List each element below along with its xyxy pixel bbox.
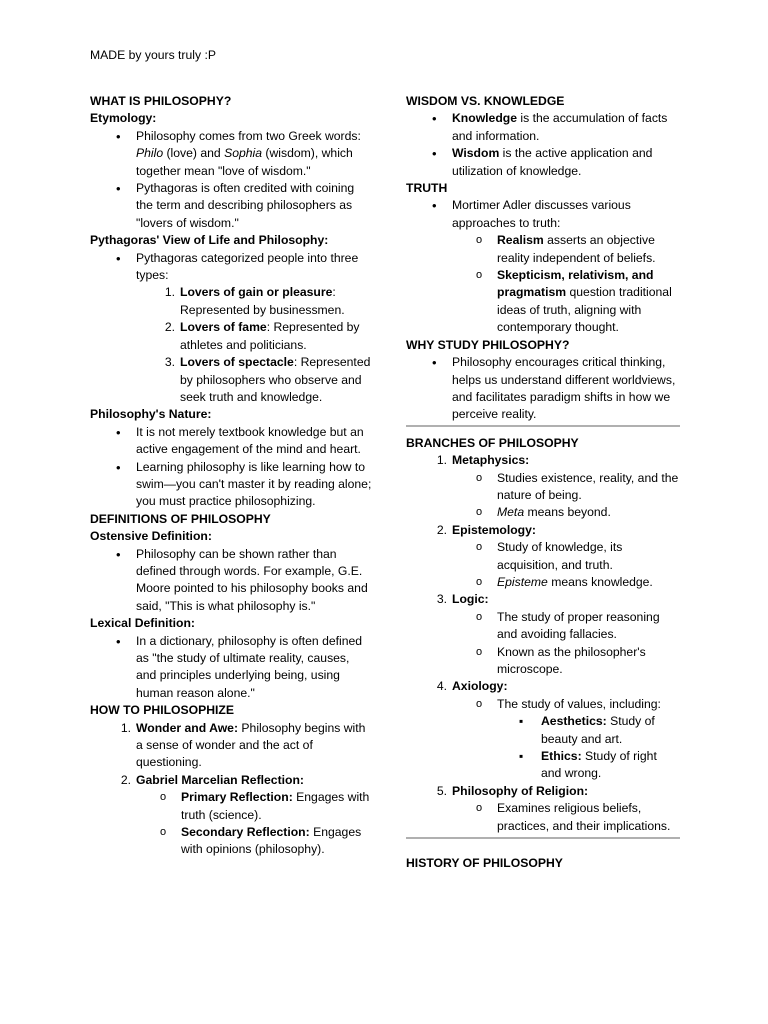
list-item: • Knowledge is the accumulation of facts and information. [406,110,680,145]
section-divider [406,425,680,427]
left-column [90,93,372,859]
list-item: • Philosophy comes from two Greek words: Philo (love) and Sophia (wisdom), which together mean "love of wisdom." [90,128,372,180]
three-types-list [90,284,372,406]
list-item: • Pythagoras categorized people into three types: [90,250,372,285]
etymology-list [90,128,372,232]
list-item: ▪ Ethics: Study of right and wrong. [406,748,680,783]
list-item: o Episteme means knowledge. [406,574,680,591]
list-item: • Philosophy can be shown rather than defined through words. For example, G.E. Moore pointed to his philosophy books and said, "This is what philosophy is." [90,546,372,616]
how-to-list [90,720,372,790]
pythagoras-list [90,250,372,285]
lexical-list [90,633,372,703]
list-item: 4. Axiology: o The study of values, including: ▪ Aesthetics: Study of beauty and art. ▪ Ethics: Study of right and wrong. [406,678,680,782]
list-item: o Studies existence, reality, and the nature of being. [406,470,680,505]
list-item: o Examines religious beliefs, practices, and their implications. [406,800,680,835]
list-item: o The study of values, including: [406,696,680,713]
heading-branches: BRANCHES OF PHILOSOPHY [406,435,579,450]
right-column [406,93,680,872]
document-header: MADE by yours truly :P [90,48,216,62]
heading-truth: TRUTH [406,181,448,196]
heading-definitions: DEFINITIONS OF PHILOSOPHY [90,511,271,526]
subheading-lexical: Lexical Definition: [90,616,195,631]
list-item: o The study of proper reasoning and avoiding fallacies. [406,609,680,644]
list-item: ▪ Aesthetics: Study of beauty and art. [406,713,680,748]
list-item: o Meta means beyond. [406,504,680,521]
subheading-etymology: Etymology: [90,111,157,126]
list-item: o Study of knowledge, its acquisition, and truth. [406,539,680,574]
heading-history: HISTORY OF PHILOSOPHY [406,856,563,871]
list-item: 3. Logic: o The study of proper reasoning and avoiding fallacies. o Known as the philosopher's microscope. [406,591,680,678]
list-item: • Philosophy encourages critical thinking, helps us understand different worldviews, and facilitates paradigm shifts in how we perceive reality. [406,354,680,424]
reflection-list [90,789,372,859]
list-item: 5. Philosophy of Religion: o Examines religious beliefs, practices, and their implications. [406,783,680,835]
list-item: 2. Epistemology: o Study of knowledge, its acquisition, and truth. o Episteme means knowledge. [406,522,680,592]
heading-how-to-philosophize: HOW TO PHILOSOPHIZE [90,703,235,718]
list-item: 1. Metaphysics: o Studies existence, reality, and the nature of being. o Meta means beyond. [406,452,680,522]
list-item: 1. Wonder and Awe: Philosophy begins with a sense of wonder and the act of questioning. [120,720,366,770]
list-item: 2. Gabriel Marcelian Reflection: [120,772,304,787]
subheading-philosophys-nature: Philosophy's Nature: [90,407,212,422]
list-item: • Mortimer Adler discusses various approaches to truth: [406,197,680,232]
list-item: • Wisdom is the active application and utilization of knowledge. [406,145,680,180]
section-divider [406,837,680,839]
list-item: o Skepticism, relativism, and pragmatism question traditional ideas of truth, aligning with contemporary thought. [406,267,680,337]
list-item: 3. Lovers of spectacle: Represented by philosophers who observe and seek truth and knowledge. [164,355,371,404]
nature-list [90,424,372,511]
list-item: • Pythagoras is often credited with coining the term and describing philosophers as "lovers of wisdom." [90,180,372,232]
wisdom-knowledge-list [406,110,680,180]
branches-list [406,452,680,835]
list-item: 2. Lovers of fame: Represented by athletes and politicians. [164,320,360,352]
list-item: • Learning philosophy is like learning how to swim—you can't master it by reading alone; you must practice philosophizing. [90,459,372,511]
heading-what-is-philosophy: WHAT IS PHILOSOPHY? [90,94,232,108]
heading-wisdom-vs-knowledge: WISDOM VS. KNOWLEDGE [406,94,565,108]
subheading-ostensive: Ostensive Definition: [90,529,212,544]
list-item: • It is not merely textbook knowledge but an active engagement of the mind and heart. [90,424,372,459]
list-item: o Secondary Reflection: Engages with opinions (philosophy). [90,824,372,859]
ostensive-list [90,546,372,616]
truth-list [406,197,680,336]
list-item: o Realism asserts an objective reality independent of beliefs. [406,232,680,267]
list-item: o Primary Reflection: Engages with truth (science). [90,789,372,824]
subheading-pythagoras-view: Pythagoras' View of Life and Philosophy: [90,233,329,248]
list-item: • In a dictionary, philosophy is often defined as "the study of ultimate reality, causes, and principles underlying being, using human reason alone." [90,633,372,703]
why-study-list [406,354,680,424]
list-item: 1. Lovers of gain or pleasure: Represented by businessmen. [164,285,345,317]
list-item: o Known as the philosopher's microscope. [406,644,680,679]
heading-why-study: WHY STUDY PHILOSOPHY? [406,337,570,352]
